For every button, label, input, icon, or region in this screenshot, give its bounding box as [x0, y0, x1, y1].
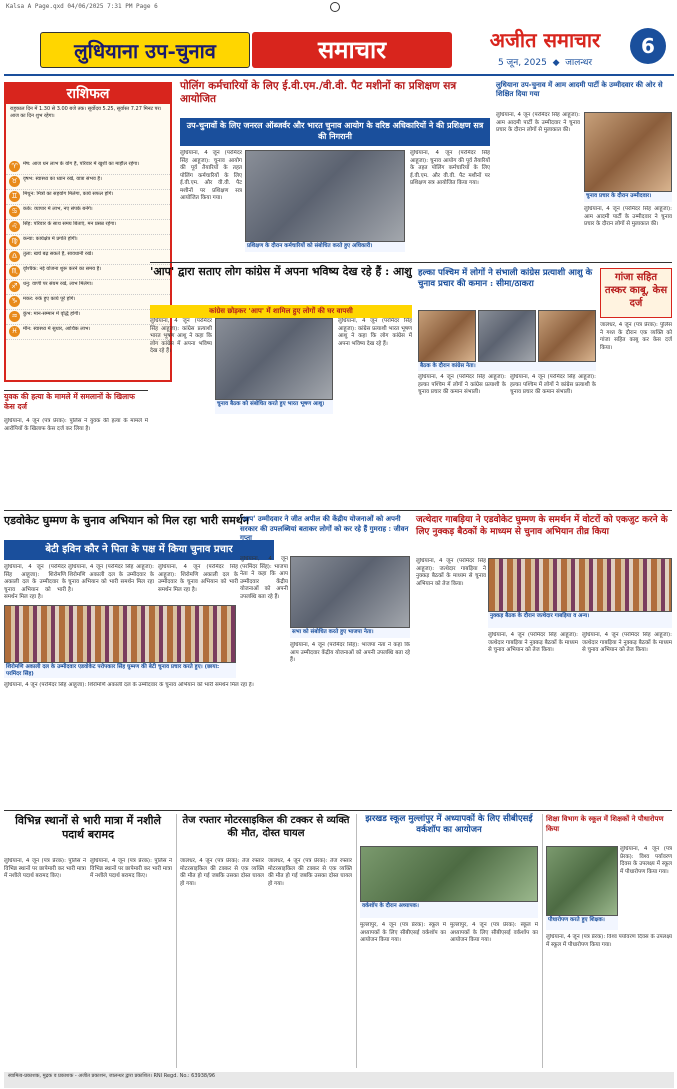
jathedar-photo-caption: नुक्कड़ बैठक के दौरान जत्थेदार गाबड़िया व अन्य।: [488, 612, 672, 628]
print-info-strip: Kalsa A Page.qxd 04/06/2025 7:31 PM Page 6: [6, 3, 158, 10]
west-assembly-photo-3: [538, 310, 596, 362]
workshop-body-col1: मुल्लांपुर, 4 जून (पत्र प्रेरक): स्कूल में अध्यापकों के लिए सीबीएसई वर्कशॉप का आयोजन किया गया।: [360, 922, 446, 943]
right-bottom-body-col2: लुधियाना, 4 जून (पत्र प्रेरक): विश्व पर्यावरण दिवस के उपलक्ष्य में स्कूल में पौधारोपण किया गया।: [620, 846, 672, 875]
polling-training-headline: पोलिंग कर्मचारियों के लिए ई.वी.एम./वी.वी. पैट मशीनों का प्रशिक्षण सत्र आयोजित: [180, 80, 457, 105]
aap-congress-body-col1: लुधियाना, 4 जून (परमिंदर सिंह आहूजा): कांग्रेस प्रत्याशी भारत भूषण आशु ने कहा कि लोग कांग्रेस में अपना भविष्य देख रहे हैं।: [150, 318, 212, 354]
advocate-support-subhead-box: [4, 540, 274, 560]
zodiac-text: तुला: खर्च बढ़ सकते हैं, सावधानी रखें।: [23, 251, 93, 257]
aap-schemes-photo-caption: सभा को संबोधित करते हुए भाजपा नेता।: [290, 628, 410, 638]
right-top-headline: लुधियाना उप-चुनाव में आम आदमी पार्टी के उम्मीदवार की ओर से शिक्षित दिया गया: [496, 80, 663, 98]
zodiac-row: [6, 265, 170, 280]
accident-headline-box: [180, 814, 352, 854]
right-top-photo-caption: चुनाव प्रचार के दौरान उम्मीदवार।: [584, 192, 672, 202]
zodiac-icon: ♋: [9, 206, 20, 217]
ganja-headline: गांजा सहित तस्कर काबू, केस दर्ज: [604, 272, 668, 309]
zodiac-text: कन्या: कार्यक्षेत्र में प्रगति होगी।: [23, 236, 78, 242]
right-top-body-col2: लुधियाना, 4 जून (परमिंदर सिंह आहूजा): आम आदमी पार्टी के उम्मीदवार ने चुनाव प्रचार के दौरान लोगों से मुलाकात की।: [584, 206, 672, 227]
advocate-support-body-col2: लुधियाना, 4 जून (परमिंदर सिंह आहूजा): शिरोमणि अकाली दल के उम्मीदवार के चुनाव अभियान को भारी समर्थन मिल रहा है।: [68, 564, 154, 593]
imprint-footer: स्वामित्व-प्रकाशक, मुद्रक व प्रकाशक - अजीत प्रकाशन, जालन्धर द्वारा प्रकाशित। RNI Regd. No.: 63938/96: [4, 1072, 674, 1088]
workshop-photo-caption: वर्कशॉप के दौरान अध्यापक।: [360, 902, 538, 918]
west-assembly-headline-box: [418, 268, 594, 308]
polling-training-subhead: उप-चुनावों के लिए जनरल ऑब्जर्वर और भारत चुनाव आयोग के वरिष्ठ अधिकारियों ने की प्रशिक्षण सत्र की निगरानी: [186, 120, 484, 141]
brand-block: [460, 26, 630, 70]
rashifal-title: राशिफल: [6, 84, 170, 104]
aap-congress-photo: [215, 318, 333, 400]
rashifal-box: [4, 82, 172, 382]
zodiac-text: कर्क: व्यापार में लाभ, नए संपर्क बनेंगे।: [23, 206, 93, 212]
zodiac-row: [6, 325, 170, 340]
edition-date: 5 जून, 2025 ◆ जालन्धर: [497, 58, 593, 68]
zodiac-row: [6, 295, 170, 310]
zodiac-row: [6, 310, 170, 325]
zodiac-text: मकर: रुके हुए कार्य पूरे होंगे।: [23, 296, 76, 302]
west-assembly-body-col2: लुधियाना, 4 जून (परमिंदर सिंह आहूजा): हल्का पश्चिम में लोगों ने कांग्रेस प्रत्याशी के चुनाव प्रचार की कमान संभाली।: [510, 374, 596, 395]
zodiac-row: [6, 190, 170, 205]
zodiac-row: [6, 175, 170, 190]
section-rule: [150, 262, 672, 263]
column-rule: [176, 814, 177, 1068]
youth-case-body: लुधियाना, 4 जून (पत्र प्रेरक): पुलिस ने युवक की हत्या के मामले में आरोपियों के खिलाफ केस दर्ज कर लिया है।: [4, 418, 148, 432]
right-bottom-headline-box: [546, 814, 672, 844]
aap-schemes-headline: 'आप' उम्मीदवार ने जीत अपील की केंद्रीय योजनाओं को अपनी सरकार की उपलब्धियां बताकर लोगों को कर रहे हैं गुमराह : जीवन गुप्ता: [240, 514, 409, 542]
right-bottom-photo-caption: पौधारोपण करते हुए शिक्षक।: [546, 916, 618, 930]
west-assembly-photo-caption: बैठक के दौरान कांग्रेस नेता।: [418, 362, 596, 371]
zodiac-icon: ♑: [9, 296, 20, 307]
zodiac-text: कुंभ: मान-सम्मान में वृद्धि होगी।: [23, 311, 81, 317]
youth-case-headline: युवक की हत्या के मामले में समलानों के खिलाफ केस दर्ज: [4, 392, 135, 411]
brand-name: अजीत समाचार: [489, 28, 601, 52]
zodiac-icon: ♏: [9, 266, 20, 277]
right-top-body: लुधियाना, 4 जून (परमिंदर सिंह आहूजा): आम आदमी पार्टी के उम्मीदवार ने चुनाव प्रचार के दौरान लोगों से मुलाकात की।: [496, 112, 580, 133]
ganja-body: जालंधर, 4 जून (पत्र प्रेरक): पुलिस ने गश्त के दौरान एक व्यक्ति को गांजा सहित काबू कर केस दर्ज किया।: [600, 322, 672, 351]
polling-training-body-col1: लुधियाना, 4 जून (परमिंदर सिंह आहूजा): चुनाव आयोग की पूर्व तैयारियों के तहत पोलिंग कर्मचारियों के लिए ई.वी.एम. और वी.वी. पैट मशीनों पर प्रशिक्षण सत्र आयोजित किया गया।: [180, 150, 242, 201]
right-bottom-body-col1: लुधियाना, 4 जून (पत्र प्रेरक): विश्व पर्यावरण दिवस के उपलक्ष्य में स्कूल में पौधारोपण किया गया।: [546, 934, 672, 948]
zodiac-list: [6, 160, 170, 340]
zodiac-text: मीन: स्वास्थ्य में सुधार, आर्थिक लाभ।: [23, 326, 91, 332]
workshop-headline-box: [360, 814, 538, 844]
zodiac-text: वृश्चिक: नई योजना शुरू करने का समय है।: [23, 266, 102, 272]
polling-training-photo: [245, 150, 405, 242]
zodiac-text: सिंह: परिवार के साथ समय बिताएं, मन प्रसन्न रहेगा।: [23, 221, 117, 227]
aap-congress-headline: 'आप' द्वारा सताए लोग कांग्रेस में अपना भविष्य देख रहे हैं : आशु: [150, 265, 412, 278]
workshop-photo: [360, 846, 538, 902]
zodiac-icon: ♌: [9, 221, 20, 232]
polling-training-photo-caption: प्रशिक्षण के दौरान कर्मचारियों को संबोधित करते हुए अधिकारी।: [245, 242, 405, 252]
drugs-headline: विभिन्न स्थानों से भारी मात्रा में नशीले पदार्थ बरामद: [15, 814, 161, 841]
right-top-headline-box: [496, 80, 672, 110]
zodiac-text: वृषभ: स्वास्थ्य का ध्यान रखें, यात्रा संभव है।: [23, 176, 102, 182]
jathedar-photo: [488, 558, 672, 612]
zodiac-row: [6, 220, 170, 235]
ganja-headline-box: [600, 268, 672, 318]
advocate-support-body-continued: लुधियाना, 4 जून (परमिंदर सिंह आहूजा): शिरोमणि अकाली दल के उम्मीदवार के चुनाव अभियान को भारी समर्थन मिल रहा है।: [4, 682, 254, 688]
drugs-body-col1: लुधियाना, 4 जून (पत्र प्रेरक): पुलिस ने विभिन्न स्थानों पर छापेमारी कर भारी मात्रा में नशीले पदार्थ बरामद किए।: [4, 858, 86, 879]
advocate-support-headline-box: [4, 514, 274, 536]
accident-body-col2: जालंधर, 4 जून (पत्र प्रेरक): तेज रफ्तार मोटरसाइकिल की टक्कर से एक व्यक्ति की मौत हो गई जबकि उसका दोस्त घायल हो गया।: [268, 858, 352, 887]
zodiac-row: [6, 250, 170, 265]
drugs-body-col2: लुधियाना, 4 जून (पत्र प्रेरक): पुलिस ने विभिन्न स्थानों पर छापेमारी कर भारी मात्रा में नशीले पदार्थ बरामद किए।: [90, 858, 172, 879]
accident-body-col1: जालंधर, 4 जून (पत्र प्रेरक): तेज रफ्तार मोटरसाइकिल की टक्कर से एक व्यक्ति की मौत हो गई जबकि उसका दोस्त घायल हो गया।: [180, 858, 264, 887]
jathedar-body-col2: लुधियाना, 4 जून (परमिंदर सिंह आहूजा): जत्थेदार गाबड़िया ने नुक्कड़ बैठकों के माध्यम से चुनाव अभियान को तेज किया।: [488, 632, 578, 653]
advocate-support-subhead: बेटी इविन कौर ने पिता के पक्ष में किया चुनाव प्रचार: [45, 544, 233, 555]
aap-schemes-body-col1: लुधियाना, 4 जून (परमिंदर सिंह): भाजपा नेता ने कहा कि आप उम्मीदवार केंद्रीय योजनाओं को अपनी उपलब्धि बता रहे हैं।: [240, 556, 288, 600]
aap-congress-strip: कांग्रेस छोड़कर 'आप' में शामिल हुए लोगों की घर वापसी: [150, 305, 412, 318]
column-rule: [356, 814, 357, 1068]
zodiac-text: धनु: वाणी पर संयम रखें, लाभ मिलेगा।: [23, 281, 93, 287]
advocate-support-photo-caption: शिरोमणि अकाली दल के उम्मीदवार एडवोकेट परोपकार सिंह घुम्मण की बेटी चुनाव प्रचार करते हुए। (छाया: परमिंदर सिंह): [4, 663, 236, 678]
jathedar-headline-box: [416, 514, 672, 554]
jathedar-body-col1: लुधियाना, 4 जून (परमिंदर सिंह आहूजा): जत्थेदार गाबड़िया ने नुक्कड़ बैठकों के माध्यम से चुनाव अभियान को तेज किया।: [416, 558, 486, 587]
west-assembly-photo-2: [478, 310, 536, 362]
right-bottom-headline: शिक्षा विभाग के स्कूल में शिक्षकों ने पौधारोपण किया: [546, 814, 664, 833]
zodiac-row: [6, 160, 170, 175]
zodiac-icon: ♊: [9, 191, 20, 202]
section-title-left: लुधियाना उप-चुनाव: [40, 32, 250, 68]
zodiac-icon: ♉: [9, 176, 20, 187]
zodiac-icon: ♐: [9, 281, 20, 292]
aap-congress-body-col3: लुधियाना, 4 जून (परमिंदर सिंह आहूजा): कांग्रेस प्रत्याशी भारत भूषण आशु ने कहा कि लोग कांग्रेस में अपना भविष्य देख रहे हैं।: [338, 318, 412, 347]
aap-congress-photo-caption: चुनाव बैठक को संबोधित करते हुए भारत भूषण आशु।: [215, 400, 333, 414]
right-top-photo: [584, 112, 672, 192]
jathedar-body-col3: लुधियाना, 4 जून (परमिंदर सिंह आहूजा): जत्थेदार गाबड़िया ने नुक्कड़ बैठकों के माध्यम से चुनाव अभियान को तेज किया।: [582, 632, 672, 653]
west-assembly-headline: हल्का पश्चिम में लोगों ने संभाली कांग्रेस प्रत्याशी आशु के चुनाव प्रचार की कमान : सीमा/ठाकरा: [418, 268, 593, 289]
rashifal-intro: राहुकाल दिन में 1.30 से 3.00 बजे तक। सूर्योदय 5.25, सूर्यास्त 7.27 मिनट पर। आज का दिन शुभ रहेगा।: [10, 106, 162, 119]
aap-congress-headline-box: [150, 265, 412, 287]
advocate-support-body-col3: लुधियाना, 4 जून (परमिंदर सिंह आहूजा): शिरोमणि अकाली दल के उम्मीदवार के चुनाव अभियान को भारी समर्थन मिल रहा है।: [158, 564, 238, 593]
registration-mark-icon: [330, 2, 340, 12]
zodiac-text: मेष: आज धन लाभ के योग हैं, परिवार में खुशी का माहौल रहेगा।: [23, 161, 140, 167]
zodiac-row: [6, 205, 170, 220]
drugs-headline-box: [4, 814, 172, 854]
zodiac-icon: ♎: [9, 251, 20, 262]
advocate-support-headline: एडवोकेट घुम्मण के चुनाव अभियान को मिल रहा भारी समर्थन: [4, 514, 249, 527]
polling-training-body-col3: लुधियाना, 4 जून (परमिंदर सिंह आहूजा): चुनाव आयोग की पूर्व तैयारियों के तहत पोलिंग कर्मचारियों के लिए ई.वी.एम. और वी.वी. पैट मशीनों पर प्रशिक्षण सत्र आयोजित किया गया।: [410, 150, 490, 186]
aap-schemes-headline-box: [240, 514, 410, 554]
column-rule: [542, 814, 543, 1068]
west-assembly-body-col1: लुधियाना, 4 जून (परमिंदर सिंह आहूजा): हल्का पश्चिम में लोगों ने कांग्रेस प्रत्याशी के चुनाव प्रचार की कमान संभाली।: [418, 374, 506, 395]
zodiac-text: मिथुन: मित्रों का सहयोग मिलेगा, कार्य सफल होंगे।: [23, 191, 114, 197]
section-rule: [4, 510, 672, 511]
aap-schemes-photo: [290, 556, 410, 628]
advocate-support-body-col1: लुधियाना, 4 जून (परमिंदर सिंह आहूजा): शिरोमणि अकाली दल के उम्मीदवार के चुनाव अभियान को भारी समर्थन मिल रहा है।: [4, 564, 66, 600]
section-rule: [4, 810, 672, 811]
accident-headline: तेज रफ्तार मोटरसाइकिल की टक्कर से व्यक्ति की मौत, दोस्त घायल: [182, 815, 350, 839]
zodiac-icon: ♈: [9, 161, 20, 172]
right-bottom-photo: [546, 846, 618, 916]
jathedar-headline: जत्थेदार गाबड़िया ने एडवोकेट घुम्मण के समर्थन में वोटरों को एकजुट करने के लिए नुक्कड़ बैठकों के माध्यम से चुनाव अभियान तीव्र किया: [416, 515, 668, 537]
workshop-headline: झरखड स्कूल मुल्लांपुर में अध्यापकों के लिए सीबीएसई वर्कशॉप का आयोजन: [365, 814, 533, 835]
aap-schemes-body-col2: लुधियाना, 4 जून (परमिंदर सिंह): भाजपा नेता ने कहा कि आप उम्मीदवार केंद्रीय योजनाओं को अपनी उपलब्धि बता रहे हैं।: [290, 642, 410, 663]
advocate-support-photo: [4, 605, 236, 663]
polling-training-headline-box: [180, 80, 490, 120]
page-number: 6: [630, 28, 666, 64]
workshop-body-col2: मुल्लांपुर, 4 जून (पत्र प्रेरक): स्कूल में अध्यापकों के लिए सीबीएसई वर्कशॉप का आयोजन किया गया।: [450, 922, 538, 943]
masthead-divider: [4, 74, 674, 76]
zodiac-row: [6, 235, 170, 250]
polling-training-subhead-box: [180, 118, 490, 146]
youth-case-headline-box: [4, 392, 148, 416]
zodiac-icon: ♓: [9, 326, 20, 337]
zodiac-icon: ♒: [9, 311, 20, 322]
west-assembly-photo-1: [418, 310, 476, 362]
section-title-center: समाचार: [252, 32, 452, 68]
section-rule: [4, 390, 148, 391]
zodiac-icon: ♍: [9, 236, 20, 247]
zodiac-row: [6, 280, 170, 295]
